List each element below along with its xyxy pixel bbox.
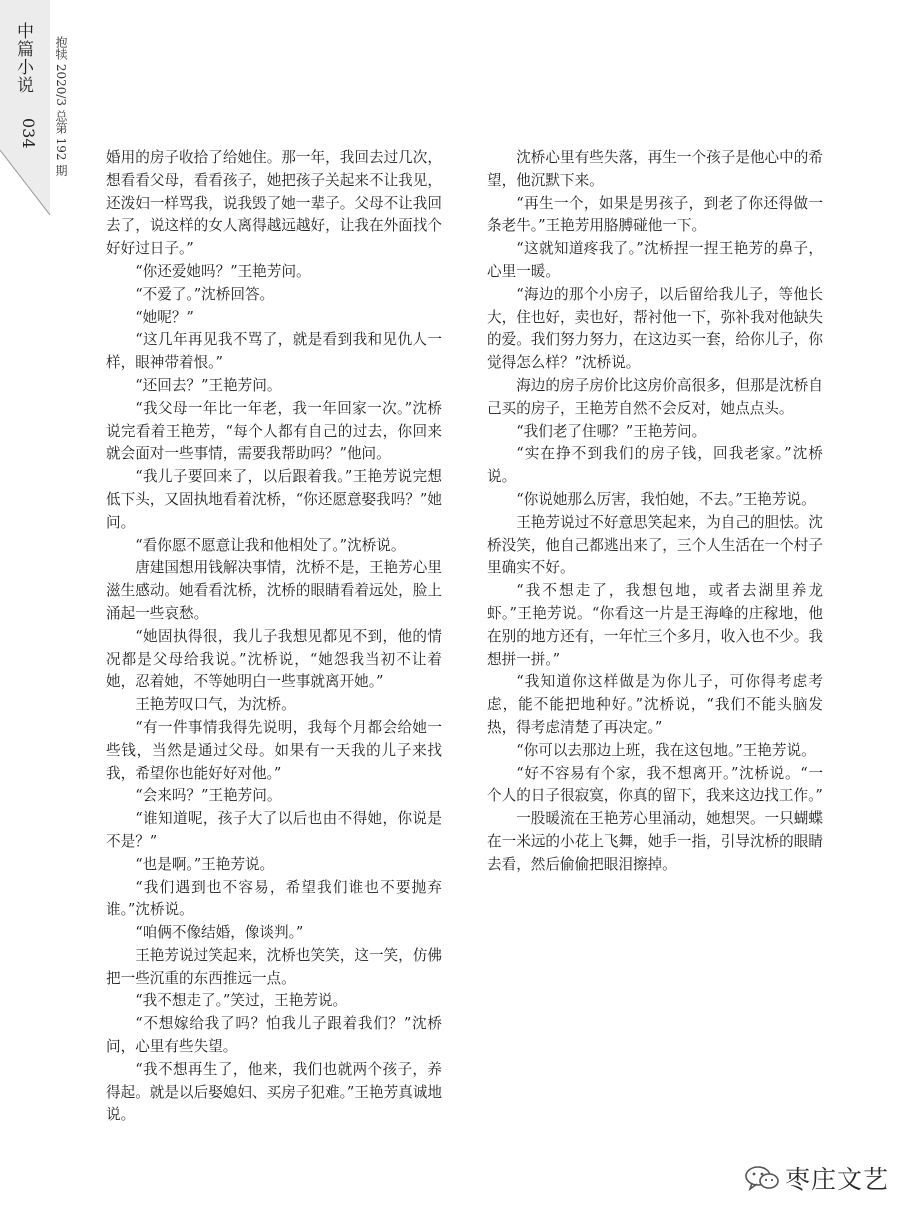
paragraph: 王艳芳叹口气，为沈桥。 <box>135 696 296 714</box>
issue-info: 抱犊 2020/3 总第 192 期 <box>54 36 68 177</box>
article-column-right <box>487 147 823 877</box>
article-column-left <box>106 147 442 1127</box>
paragraph: “谁知道呢，孩子大了以后也由不得她，你说是不是？” <box>106 810 442 850</box>
paragraph: “我不想走了，我想包地，或者去湖里养龙虾。”王艳芳说。“你看这一片是王海峰的庄稼地，他在别的地方还有，一年忙三个多月，收入也不少。我想拼一拼。” <box>487 582 823 668</box>
paragraph: “实在挣不到我们的房子钱，回我老家。”沈桥说。 <box>487 445 823 486</box>
paragraph: “我不想走了。”笑过，王艳芳说。 <box>135 992 348 1010</box>
paragraph: “好不容易有个家，我不想离开。”沈桥说。“一个人的日子很寂寞，你真的留下，我来这边找工作。” <box>487 764 823 805</box>
paragraph: “这就知道疼我了。”沈桥捏一捏王艳芳的鼻子，心里一暖。 <box>487 240 823 280</box>
paragraph: “这几年再见我不骂了，就是看到我和见仇人一样，眼神带着恨。” <box>106 331 442 372</box>
paragraph: “再生一个，如果是男孩子，到老了你还得做一条老牛。”王艳芳用胳膊碰他一下。 <box>487 194 823 235</box>
paragraph: 海边的房子房价比这房价高很多，但那是沈桥自己买的房子，王艳芳自然不会反对，她点点头。 <box>487 376 823 417</box>
paragraph: “我们老了住哪？”王艳芳问。 <box>516 422 707 440</box>
paragraph: “她呢？” <box>135 308 194 326</box>
paragraph: “你说她那么厉害，我怕她，不去。”王艳芳说。 <box>516 490 816 508</box>
paragraph: “还回去？”王艳芳问。 <box>135 376 282 394</box>
paragraph: “有一件事情我得先说明，我每个月都会给她一些钱，当然是通过父母。如果有一天我的儿子来找我，希望你也能好好对他。” <box>106 718 442 782</box>
paragraph: “不想嫁给我了吗？怕我儿子跟着我们？”沈桥问，心里有些失望。 <box>106 1015 442 1056</box>
paragraph: “海边的那个小房子，以后留给我儿子，等他长大，住也好，卖也好，帮衬他一下，弥补我对他缺失的爱。我们努力努力，在这边买一套，给你儿子，你觉得怎么样？”沈桥说。 <box>487 285 823 372</box>
paragraph: “我们遇到也不容易，希望我们谁也不要抛弃谁。”沈桥说。 <box>106 878 442 919</box>
paragraph: 唐建国想用钱解决事情，沈桥不是，王艳芳心里滋生感动。她看看沈桥，沈桥的眼睛看着远处，脸上涌起一些哀愁。 <box>106 559 442 622</box>
page-number: 034 <box>19 118 38 149</box>
paragraph: 婚用的房子收拾了给她住。那一年，我回去过几次，想看看父母，看看孩子，她把孩子关起来不让我见，还泼妇一样骂我，说我毁了她一辈子。父母不让我回去了，说这样的女人离得越远越好，让我在外面找个好好过日子。” <box>106 149 442 258</box>
paragraph: “我儿子要回来了，以后跟着我。”王艳芳说完想低下头，又固执地看着沈桥，“你还愿意娶我吗？”她问。 <box>106 468 442 531</box>
paragraph: “也是啊。”王艳芳说。 <box>135 855 275 873</box>
watermark <box>743 1160 889 1196</box>
paragraph: “不爱了。”沈桥回答。 <box>135 285 275 303</box>
paragraph: 沈桥心里有些失落，再生一个孩子是他心中的希望，他沉默下来。 <box>487 149 823 189</box>
paragraph: “我知道你这样做是为你儿子，可你得考虑考虑，能不能把地种好。”沈桥说，“我们不能头脑发热，得考虑清楚了再决定。” <box>487 673 823 736</box>
wechat-official-account-icon <box>743 1163 781 1193</box>
paragraph: “你可以去那边上班，我在这包地。”王艳芳说。 <box>516 741 816 759</box>
paragraph: 王艳芳说过笑起来，沈桥也笑笑，这一笑，仿佛把一些沉重的东西推远一点。 <box>106 946 442 987</box>
paragraph: 王艳芳说过不好意思笑起来，为自己的胆怯。沈桥没笑，他自己都逃出来了，三个人生活在一个村子里确实不好。 <box>487 513 823 577</box>
watermark-text: 枣庄文艺 <box>785 1165 890 1194</box>
paragraph: “我不想再生了，他来，我们也就两个孩子，养得起。就是以后娶媳妇、买房子犯难。”王艳芳真诚地说。 <box>106 1060 442 1124</box>
paragraph: “她固执得很，我儿子我想见都见不到，他的情况都是父母给我说。”沈桥说，“她怨我当初不让着她，忍着她，不等她明白一些事就离开她。” <box>106 627 442 691</box>
section-label: 中篇小说 <box>13 22 33 94</box>
paragraph: “咱俩不像结婚，像谈判。” <box>135 924 304 942</box>
paragraph: “我父母一年比一年老，我一年回家一次。”沈桥说完看着王艳芳，“每个人都有自己的过去，你回来就会面对一些事情，需要我帮助吗？”他问。 <box>106 399 442 463</box>
paragraph: “你还爱她吗？”王艳芳问。 <box>135 262 311 280</box>
paragraph: 一股暖流在王艳芳心里涌动，她想哭。一只蝴蝶在一米远的小花上飞舞，她手一指，引导沈桥的眼睛去看，然后偷偷把眼泪擦掉。 <box>487 810 823 873</box>
paragraph: “会来吗？”王艳芳问。 <box>135 787 282 805</box>
paragraph: “看你愿不愿意让我和他相处了。”沈桥说。 <box>135 536 406 554</box>
